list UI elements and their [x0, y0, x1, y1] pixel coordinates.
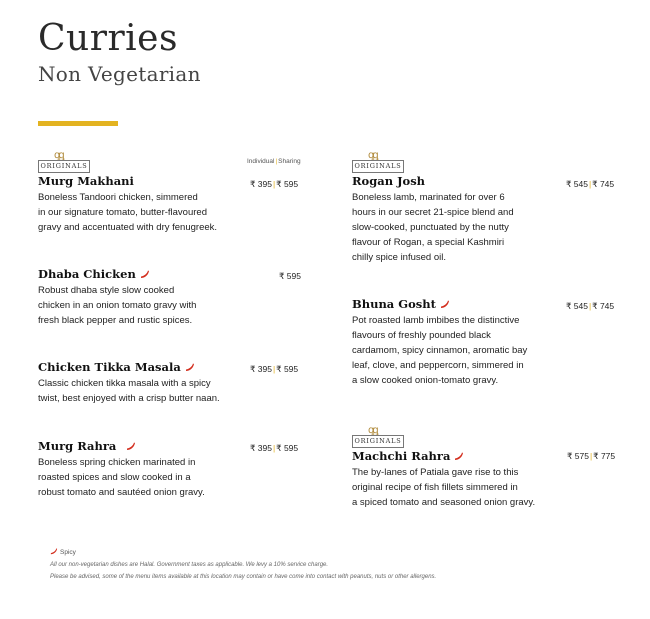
sharing-header: Sharing [278, 158, 301, 165]
chili-icon [126, 442, 136, 451]
item-description: Boneless lamb, marinated for over 6 hours in our secret 21-spice blend and slow-cooked, punctuated by the nutty flavour of Rogan, a special Kashmiri chilly spice infused oil. [352, 192, 514, 263]
menu-item [352, 152, 562, 265]
item-price: ₹ 395|₹ 595 [250, 179, 299, 189]
item-description: Pot roasted lamb imbibes the distinctive flavours of freshly pounded black cardamom, spicy cinnamon, aromatic bay leaf, clove, and peppercorn, simmered in a slow cooked onion-tomato gravy. [352, 315, 528, 386]
item-name: Murg Makhani [38, 174, 134, 188]
item-description: Robust dhaba style slow cooked chicken in an onion tomato gravy with fresh black pepper and rustic spices. [38, 285, 197, 326]
page-subtitle: Non Vegetarian [38, 62, 201, 86]
chili-icon [454, 452, 464, 461]
item-description: Boneless spring chicken marinated in roasted spices and slow cooked in a robust tomato and sautéed onion gravy. [38, 457, 205, 498]
item-price: ₹ 395|₹ 595 [250, 443, 299, 453]
menu-item [38, 267, 268, 328]
page-title: Curries [38, 18, 178, 59]
menu-item [352, 297, 567, 388]
item-price: ₹ 575|₹ 775 [567, 451, 616, 461]
chili-icon [50, 548, 58, 555]
spicy-legend: Spicy [50, 548, 76, 556]
chili-icon [185, 363, 195, 372]
item-name: Machchi Rahra [352, 449, 451, 463]
item-price: ₹ 545|₹ 745 [566, 301, 615, 311]
footer-note: All our non-vegetarian dishes are Halal. Government taxes as applicable. We levy a 10% service charge. [50, 562, 329, 568]
chili-icon [140, 270, 150, 279]
originals-badge: ꝗꝗ ORIGINALS [38, 152, 90, 174]
item-price: ₹ 545|₹ 745 [566, 179, 615, 189]
allergen-note: Please be advised, some of the menu items available at this location may contain or have come into contact with peanuts, nuts or other allergens. [50, 574, 437, 580]
price-column-header: Individual|Sharing [247, 158, 301, 165]
item-description: The by-lanes of Patiala gave rise to this original recipe of fish fillets simmered in a spiced tomato and seasoned onion gravy. [352, 467, 536, 508]
item-name: Dhaba Chicken [38, 267, 136, 281]
individual-header: Individual [247, 158, 275, 165]
item-price: ₹ 395|₹ 595 [250, 364, 299, 374]
item-description: Boneless Tandoori chicken, simmered in our signature tomato, butter-flavoured gravy and accentuated with dry fenugreek. [38, 192, 218, 233]
item-name: Bhuna Gosht [352, 297, 436, 311]
ornament-icon: ꝗꝗ [368, 150, 377, 161]
item-name: Murg Rahra [38, 439, 117, 453]
chili-icon [440, 300, 450, 309]
menu-item [38, 439, 253, 500]
originals-badge: ꝗꝗ ORIGINALS [352, 152, 404, 174]
menu-item [38, 360, 268, 406]
item-price: ₹ 595 [279, 271, 301, 281]
ornament-icon: ꝗꝗ [54, 150, 63, 161]
item-description: Classic chicken tikka masala with a spicy twist, best enjoyed with a crisp butter naan. [38, 378, 220, 404]
menu-item [352, 427, 567, 510]
accent-bar [38, 121, 118, 126]
menu-item [38, 152, 253, 235]
item-name: Chicken Tikka Masala [38, 360, 181, 374]
item-name: Rogan Josh [352, 174, 426, 188]
ornament-icon: ꝗꝗ [368, 425, 377, 436]
originals-badge: ꝗꝗ ORIGINALS [352, 427, 404, 449]
